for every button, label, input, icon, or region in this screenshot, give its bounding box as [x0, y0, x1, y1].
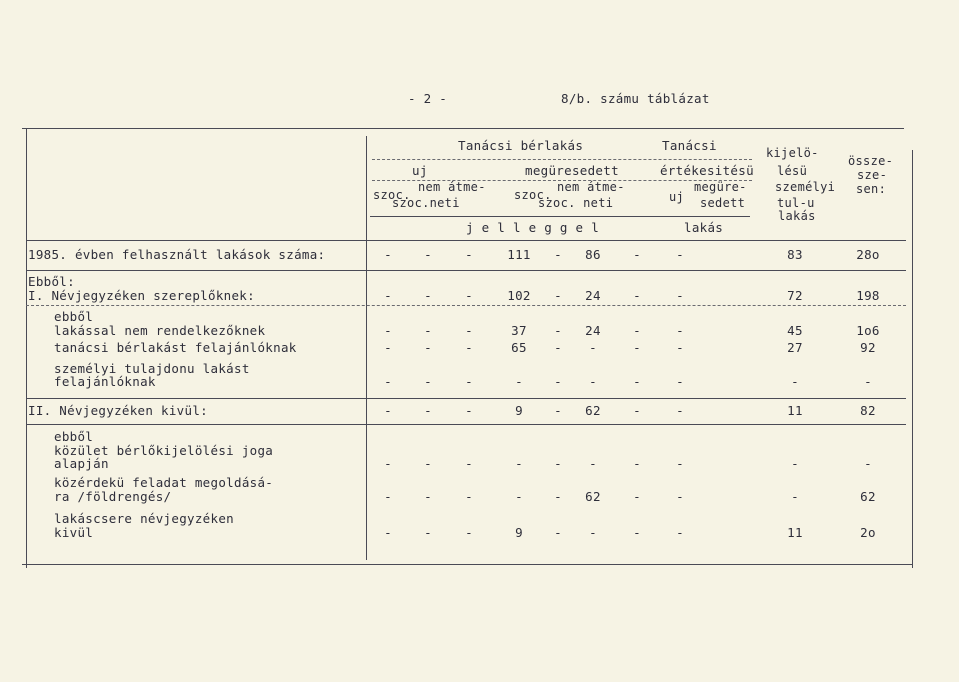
header-osszesen-2: sze- [857, 168, 888, 182]
cell-r5-c0: - [384, 340, 392, 355]
cell-r11-c0: - [384, 525, 392, 540]
table-bottom-border [22, 564, 912, 565]
table-top-border [22, 128, 904, 129]
cell-r7-c4: - [554, 403, 562, 418]
cell-r10-c2: - [465, 489, 473, 504]
cell-r11-c1: - [424, 525, 432, 540]
cell-r6-c0: - [384, 374, 392, 389]
cell-r9-c8: - [791, 456, 799, 471]
header-bottom-border [26, 240, 906, 241]
cell-r4-c1: - [424, 323, 432, 338]
cell-r11-c3: 9 [515, 525, 523, 540]
cell-r5-c7: - [676, 340, 684, 355]
cell-r0-c2: - [465, 247, 473, 262]
cell-r7-c5: 62 [585, 403, 601, 418]
cell-r7-c3: 9 [515, 403, 523, 418]
page-number: - 2 - [408, 91, 448, 106]
cell-r6-c1: - [424, 374, 432, 389]
cell-r5-c1: - [424, 340, 432, 355]
header-tanacsi-berlakas: Tanácsi bérlakás [458, 138, 584, 153]
cell-r5-c9: 92 [860, 340, 876, 355]
header-kijelolesu-5: lakás [778, 209, 816, 223]
cell-r0-c1: - [424, 247, 432, 262]
row-label-lakascsere-2: kivül [54, 525, 94, 540]
row-label-ebbol-i: ebből [54, 309, 94, 324]
header-jelleggel: j e l l e g g e l [466, 220, 600, 235]
row-divider-3 [26, 398, 906, 399]
cell-r5-c5: - [589, 340, 597, 355]
header-nem-atme2-1: nem átme- [557, 180, 625, 194]
cell-r4-c6: - [633, 323, 641, 338]
cell-r6-c9: - [864, 374, 872, 389]
cell-r2-c1: - [424, 288, 432, 303]
table-title: 8/b. számu táblázat [561, 91, 710, 106]
header-nem-atme-1: nem átme- [418, 180, 486, 194]
cell-r0-c4: - [554, 247, 562, 262]
cell-r9-c6: - [633, 456, 641, 471]
cell-r4-c2: - [465, 323, 473, 338]
cell-r9-c1: - [424, 456, 432, 471]
cell-r11-c4: - [554, 525, 562, 540]
row-label-lakascsere-1: lakáscsere névjegyzéken [54, 511, 234, 526]
cell-r6-c5: - [589, 374, 597, 389]
cell-r5-c3: 65 [511, 340, 527, 355]
cell-r9-c5: - [589, 456, 597, 471]
cell-r4-c9: 1o6 [856, 323, 880, 338]
header-szoc-2: szoc. [514, 188, 552, 202]
cell-r7-c2: - [465, 403, 473, 418]
cell-r9-c2: - [465, 456, 473, 471]
cell-r5-c8: 27 [787, 340, 803, 355]
row-label-nevjegyzeken: I. Névjegyzéken szereplőknek: [28, 288, 255, 303]
cell-r0-c5: 86 [585, 247, 601, 262]
header-lakas: lakás [684, 220, 724, 235]
cell-r6-c6: - [633, 374, 641, 389]
header-divider-1 [372, 159, 752, 160]
cell-r10-c0: - [384, 489, 392, 504]
row-divider-1 [26, 270, 906, 271]
cell-r2-c4: - [554, 288, 562, 303]
cell-r6-c3: - [515, 374, 523, 389]
cell-r6-c8: - [791, 374, 799, 389]
header-megure-2: sedett [700, 196, 746, 210]
header-kijelolesu-2: lésü [777, 164, 808, 178]
cell-r4-c8: 45 [787, 323, 803, 338]
cell-r10-c6: - [633, 489, 641, 504]
cell-r10-c9: 62 [860, 489, 876, 504]
row-label-kozulet-2: alapján [54, 456, 109, 471]
cell-r11-c2: - [465, 525, 473, 540]
row-label-kozulet-1: közület bérlőkijelölési joga [54, 443, 274, 458]
row-label-1985: 1985. évben felhasznált lakások száma: [28, 247, 326, 262]
header-kijelolesu-1: kijelö- [766, 146, 819, 160]
cell-r10-c8: - [791, 489, 799, 504]
cell-r11-c7: - [676, 525, 684, 540]
cell-r9-c4: - [554, 456, 562, 471]
row-label-ebbol-ii: ebből [54, 429, 94, 444]
cell-r10-c4: - [554, 489, 562, 504]
cell-r2-c0: - [384, 288, 392, 303]
row-label-berlakast-felajanlo: tanácsi bérlakást felajánlóknak [54, 340, 297, 355]
cell-r6-c2: - [465, 374, 473, 389]
header-divider-3 [370, 216, 750, 217]
cell-r0-c0: - [384, 247, 392, 262]
table-left-border [26, 128, 27, 568]
cell-r2-c8: 72 [787, 288, 803, 303]
cell-r7-c7: - [676, 403, 684, 418]
cell-r7-c9: 82 [860, 403, 876, 418]
cell-r9-c0: - [384, 456, 392, 471]
row-label-kozerdeku-2: ra /földrengés/ [54, 489, 172, 504]
cell-r0-c8: 83 [787, 247, 803, 262]
cell-r11-c9: 2o [860, 525, 876, 540]
cell-r5-c2: - [465, 340, 473, 355]
cell-r6-c4: - [554, 374, 562, 389]
cell-r4-c4: - [554, 323, 562, 338]
cell-r0-c6: - [633, 247, 641, 262]
cell-r7-c8: 11 [787, 403, 803, 418]
header-ertekesitesu: értékesitésü [660, 163, 754, 178]
cell-r9-c7: - [676, 456, 684, 471]
header-megure-1: megüre- [694, 180, 747, 194]
header-nem-atme2-2: szoc. neti [538, 196, 614, 210]
header-kijelolesu-3: személyi [775, 180, 836, 194]
row-label-kozerdeku-1: közérdekü feladat megoldásá- [54, 475, 274, 490]
row-label-szemelyi-2: felajánlóknak [54, 374, 156, 389]
cell-r4-c7: - [676, 323, 684, 338]
cell-r7-c0: - [384, 403, 392, 418]
cell-r6-c7: - [676, 374, 684, 389]
cell-r5-c4: - [554, 340, 562, 355]
cell-r0-c9: 28o [856, 247, 880, 262]
cell-r4-c3: 37 [511, 323, 527, 338]
header-tanacsi-ertekesitesu: Tanácsi [662, 138, 717, 153]
cell-r10-c7: - [676, 489, 684, 504]
cell-r11-c6: - [633, 525, 641, 540]
label-column-divider [366, 136, 367, 560]
cell-r2-c3: 102 [507, 288, 531, 303]
cell-r2-c7: - [676, 288, 684, 303]
cell-r10-c1: - [424, 489, 432, 504]
cell-r11-c5: - [589, 525, 597, 540]
cell-r10-c3: - [515, 489, 523, 504]
row-divider-4 [26, 424, 906, 425]
cell-r2-c9: 198 [856, 288, 880, 303]
cell-r11-c8: 11 [787, 525, 803, 540]
header-uj-2: uj [669, 190, 685, 204]
row-label-szemelyi-1: személyi tulajdonu lakást [54, 361, 250, 376]
cell-r2-c5: 24 [585, 288, 601, 303]
cell-r0-c7: - [676, 247, 684, 262]
row-label-lakassal-nem: lakással nem rendelkezőknek [54, 323, 266, 338]
header-osszesen-3: sen: [856, 182, 887, 196]
header-uj: uj [412, 163, 428, 178]
cell-r5-c6: - [633, 340, 641, 355]
cell-r7-c6: - [633, 403, 641, 418]
cell-r4-c5: 24 [585, 323, 601, 338]
cell-r2-c2: - [465, 288, 473, 303]
cell-r0-c3: 111 [507, 247, 531, 262]
cell-r9-c3: - [515, 456, 523, 471]
cell-r4-c0: - [384, 323, 392, 338]
header-osszesen-1: össze- [848, 154, 894, 168]
table-right-border [912, 150, 913, 568]
cell-r9-c9: - [864, 456, 872, 471]
header-nem-atme-2: szoc.neti [392, 196, 460, 210]
row-divider-2 [26, 305, 906, 306]
cell-r10-c5: 62 [585, 489, 601, 504]
row-label-ebbol: Ebből: [28, 274, 75, 289]
row-label-nevjegyzeken-kivul: II. Névjegyzéken kivül: [28, 403, 208, 418]
cell-r2-c6: - [633, 288, 641, 303]
cell-r7-c1: - [424, 403, 432, 418]
header-szoc-1: szoc. [373, 188, 411, 202]
header-megujresedett: megüresedett [525, 163, 619, 178]
header-kijelolesu-4: tul-u [777, 196, 815, 210]
